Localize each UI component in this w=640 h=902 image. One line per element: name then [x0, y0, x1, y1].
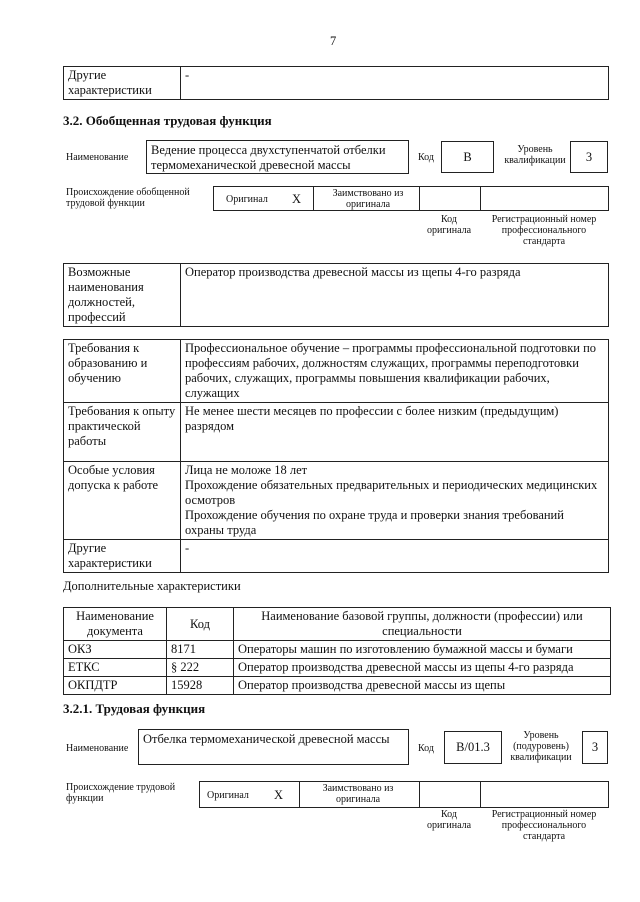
table-cell: § 222: [167, 659, 234, 677]
gtf-reg-number-caption: Регистрационный номер профессионального стандарта: [491, 214, 597, 247]
tf-code-label: Код: [418, 743, 434, 754]
header-cell: Наименование базовой группы, должности (профессии) или специальности: [234, 608, 611, 641]
table-cell: ОКЗ: [64, 641, 167, 659]
tf-origin-label: Происхождение трудовой функции: [66, 782, 176, 804]
table-cell: ОКПДТР: [64, 677, 167, 695]
requirements-line: Прохождение обязательных предварительных и периодических медицинских осмотров: [185, 478, 598, 507]
tf-borrowed-label: Заимствовано из оригинала: [322, 783, 394, 805]
gtf-borrowed-label: Заимствовано из оригинала: [332, 188, 404, 210]
top-other-label: Другие характеристики: [64, 67, 181, 100]
table-row: [64, 677, 611, 695]
tf-origin-divider: [419, 782, 420, 807]
header-cell: Код: [167, 608, 234, 641]
requirements-label: Другие характеристики: [64, 540, 181, 573]
gtf-code-value: B: [441, 141, 494, 173]
subsection-title: 3.2.1. Трудовая функция: [63, 701, 206, 716]
gtf-original-label: Оригинал: [226, 194, 268, 205]
requirements-value: Профессиональное обучение – программы профессиональной подготовки по профессиям рабочих, должностям служащих, программы переподготовки рабочих, служащих, программы повышения квалификации рабочих, служащих: [181, 340, 609, 403]
requirements-row: [64, 340, 609, 403]
tf-level-value: 3: [582, 731, 608, 764]
table-cell: 15928: [167, 677, 234, 695]
tf-name-value: Отбелка термомеханической древесной массы: [138, 729, 409, 765]
positions-label: Возможные наименования должностей, профессий: [64, 264, 181, 327]
tf-reg-number-caption: Регистрационный номер профессионального стандарта: [491, 809, 597, 842]
requirements-value: -: [181, 540, 609, 573]
table-cell: Оператор производства древесной массы из щепы: [234, 677, 611, 695]
requirements-label: Требования к опыту практической работы: [64, 403, 181, 462]
top-other-characteristics-table: [63, 66, 609, 100]
tf-original-label: Оригинал: [207, 790, 249, 801]
tf-origin-divider: [480, 782, 481, 807]
gtf-original-mark: X: [292, 192, 302, 206]
gtf-origin-label: Происхождение обобщенной трудовой функции: [66, 187, 190, 209]
table-cell: Оператор производства древесной массы из щепы 4-го разряда: [234, 659, 611, 677]
tf-origin-divider: [299, 782, 300, 807]
gtf-level-value: 3: [570, 141, 608, 173]
gtf-name-label: Наименование: [66, 152, 129, 163]
positions-table: [63, 263, 609, 327]
section-title: 3.2. Обобщенная трудовая функция: [63, 113, 272, 128]
gtf-level-label: Уровень квалификации: [504, 144, 566, 166]
requirements-row: [64, 540, 609, 573]
header-cell: Наименование документа: [64, 608, 167, 641]
table-row: [64, 641, 611, 659]
gtf-origin-divider: [313, 187, 314, 210]
tf-origin-box: [199, 781, 609, 808]
table-row: [64, 659, 611, 677]
gtf-origin-divider: [419, 187, 420, 210]
additional-table: [63, 607, 611, 695]
requirements-value: [181, 462, 609, 540]
table-cell: 8171: [167, 641, 234, 659]
tf-code-value: B/01.3: [444, 731, 502, 764]
requirements-line: Прохождение обучения по охране труда и проверки знания требований охраны труда: [185, 508, 564, 537]
gtf-code-original-caption: Код оригинала: [426, 214, 472, 236]
requirements-value: Не менее шести месяцев по профессии с более низким (предыдущим) разрядом: [181, 403, 609, 462]
page-number: 7: [330, 34, 337, 48]
gtf-origin-divider: [480, 187, 481, 210]
positions-value: Оператор производства древесной массы из щепы 4-го разряда: [181, 264, 609, 327]
gtf-origin-box: [213, 186, 609, 211]
table-cell: ЕТКС: [64, 659, 167, 677]
requirements-row: [64, 462, 609, 540]
gtf-name-value: Ведение процесса двухступенчатой отбелки термомеханической древесной массы: [146, 140, 409, 174]
requirements-table: [63, 339, 609, 573]
additional-header-row: [64, 608, 611, 641]
tf-name-label: Наименование: [66, 743, 129, 754]
requirements-row: [64, 403, 609, 462]
requirements-label: Особые условия допуска к работе: [64, 462, 181, 540]
table-cell: Операторы машин по изготовлению бумажной массы и бумаги: [234, 641, 611, 659]
requirements-line: Лица не моложе 18 лет: [185, 463, 308, 477]
gtf-code-label: Код: [418, 152, 434, 163]
top-other-value: -: [181, 67, 609, 100]
tf-level-label: Уровень (подуровень) квалификации: [510, 730, 572, 763]
tf-code-original-caption: Код оригинала: [426, 809, 472, 831]
requirements-label: Требования к образованию и обучению: [64, 340, 181, 403]
additional-title: Дополнительные характеристики: [63, 579, 241, 593]
tf-original-mark: X: [274, 788, 284, 802]
